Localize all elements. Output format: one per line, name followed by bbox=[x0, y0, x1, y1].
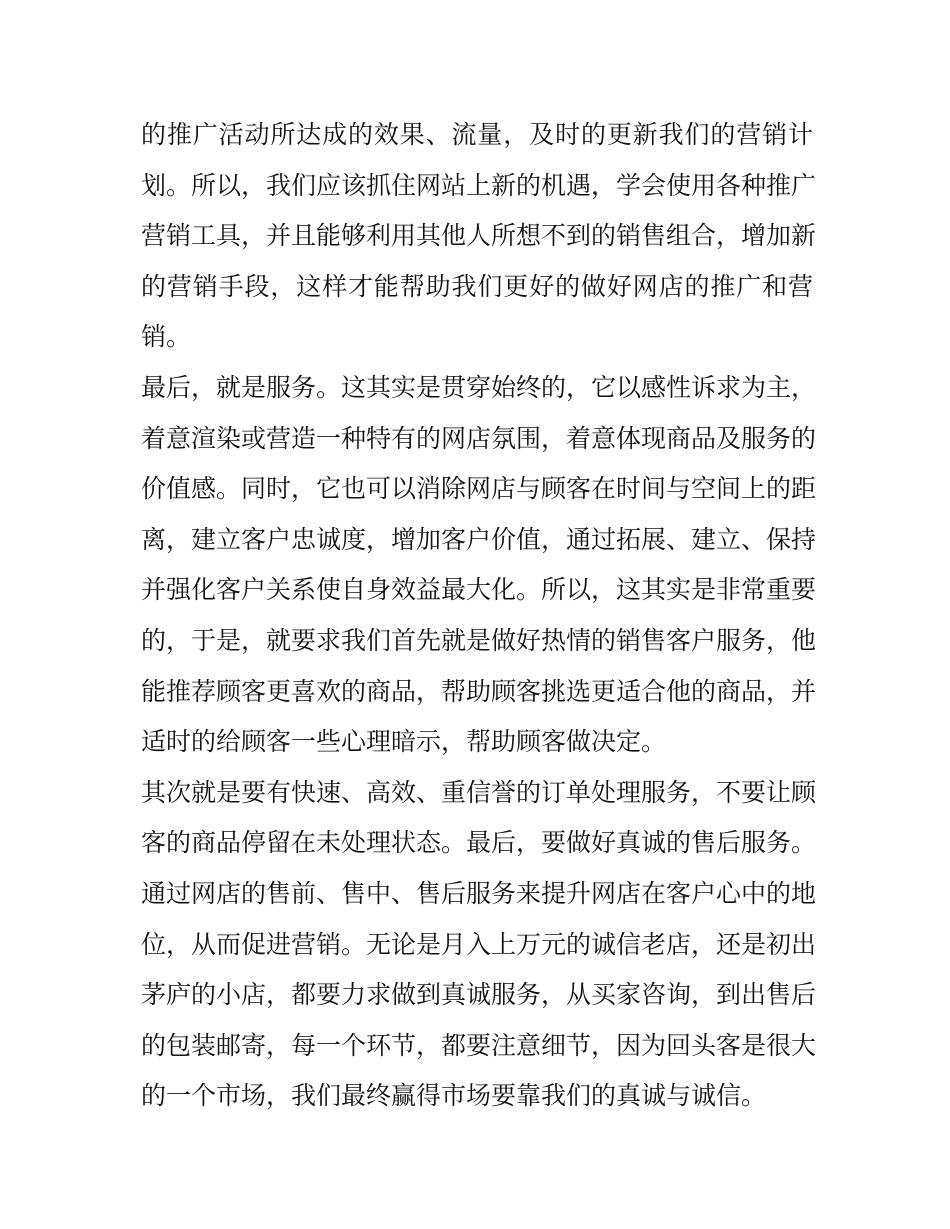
text-line: 适时的给顾客一些心理暗示，帮助顾客做决定。 bbox=[141, 727, 667, 757]
text-line: 的一个市场，我们最终赢得市场要靠我们的真诚与诚信。 bbox=[141, 1081, 767, 1111]
text-line: 其次就是要有快速、高效、重信誉的订单处理服务，不要让顾 bbox=[141, 777, 817, 807]
text-line: 位，从而促进营销。无论是月入上万元的诚信老店，还是初出 bbox=[141, 929, 817, 959]
text-line: 离，建立客户忠诚度，增加客户价值，通过拓展、建立、保持 bbox=[141, 524, 817, 554]
text-line: 的营销手段，这样才能帮助我们更好的做好网店的推广和营 bbox=[141, 271, 813, 301]
text-line: 着意渲染或营造一种特有的网店氛围，着意体现商品及服务的 bbox=[141, 423, 817, 453]
text-line: 价值感。同时，它也可以消除网店与顾客在时间与空间上的距 bbox=[141, 474, 817, 504]
text-line: 的包装邮寄，每一个环节，都要注意细节，因为回头客是很大 bbox=[141, 1030, 817, 1060]
text-line: 通过网店的售前、售中、售后服务来提升网店在客户心中的地 bbox=[141, 878, 817, 908]
text-line: 的，于是，就要求我们首先就是做好热情的销售客户服务，他 bbox=[141, 625, 817, 655]
body-text bbox=[141, 110, 817, 1122]
text-line: 茅庐的小店，都要力求做到真诚服务，从买家咨询，到出售后 bbox=[141, 980, 817, 1010]
text-line: 划。所以，我们应该抓住网站上新的机遇，学会使用各种推广 bbox=[141, 170, 817, 200]
text-line: 销。 bbox=[141, 322, 192, 352]
text-line: 客的商品停留在未处理状态。最后，要做好真诚的售后服务。 bbox=[141, 828, 817, 858]
text-line: 并强化客户关系使自身效益最大化。所以，这其实是非常重要 bbox=[141, 575, 817, 605]
text-line: 的推广活动所达成的效果、流量，及时的更新我们的营销计 bbox=[141, 120, 813, 149]
text-line: 营销工具，并且能够利用其他人所想不到的销售组合，增加新 bbox=[141, 221, 817, 251]
text-line: 能推荐顾客更喜欢的商品，帮助顾客挑选更适合他的商品，并 bbox=[141, 676, 817, 706]
text-line: 最后，就是服务。这其实是贯穿始终的，它以感性诉求为主， bbox=[141, 372, 817, 402]
